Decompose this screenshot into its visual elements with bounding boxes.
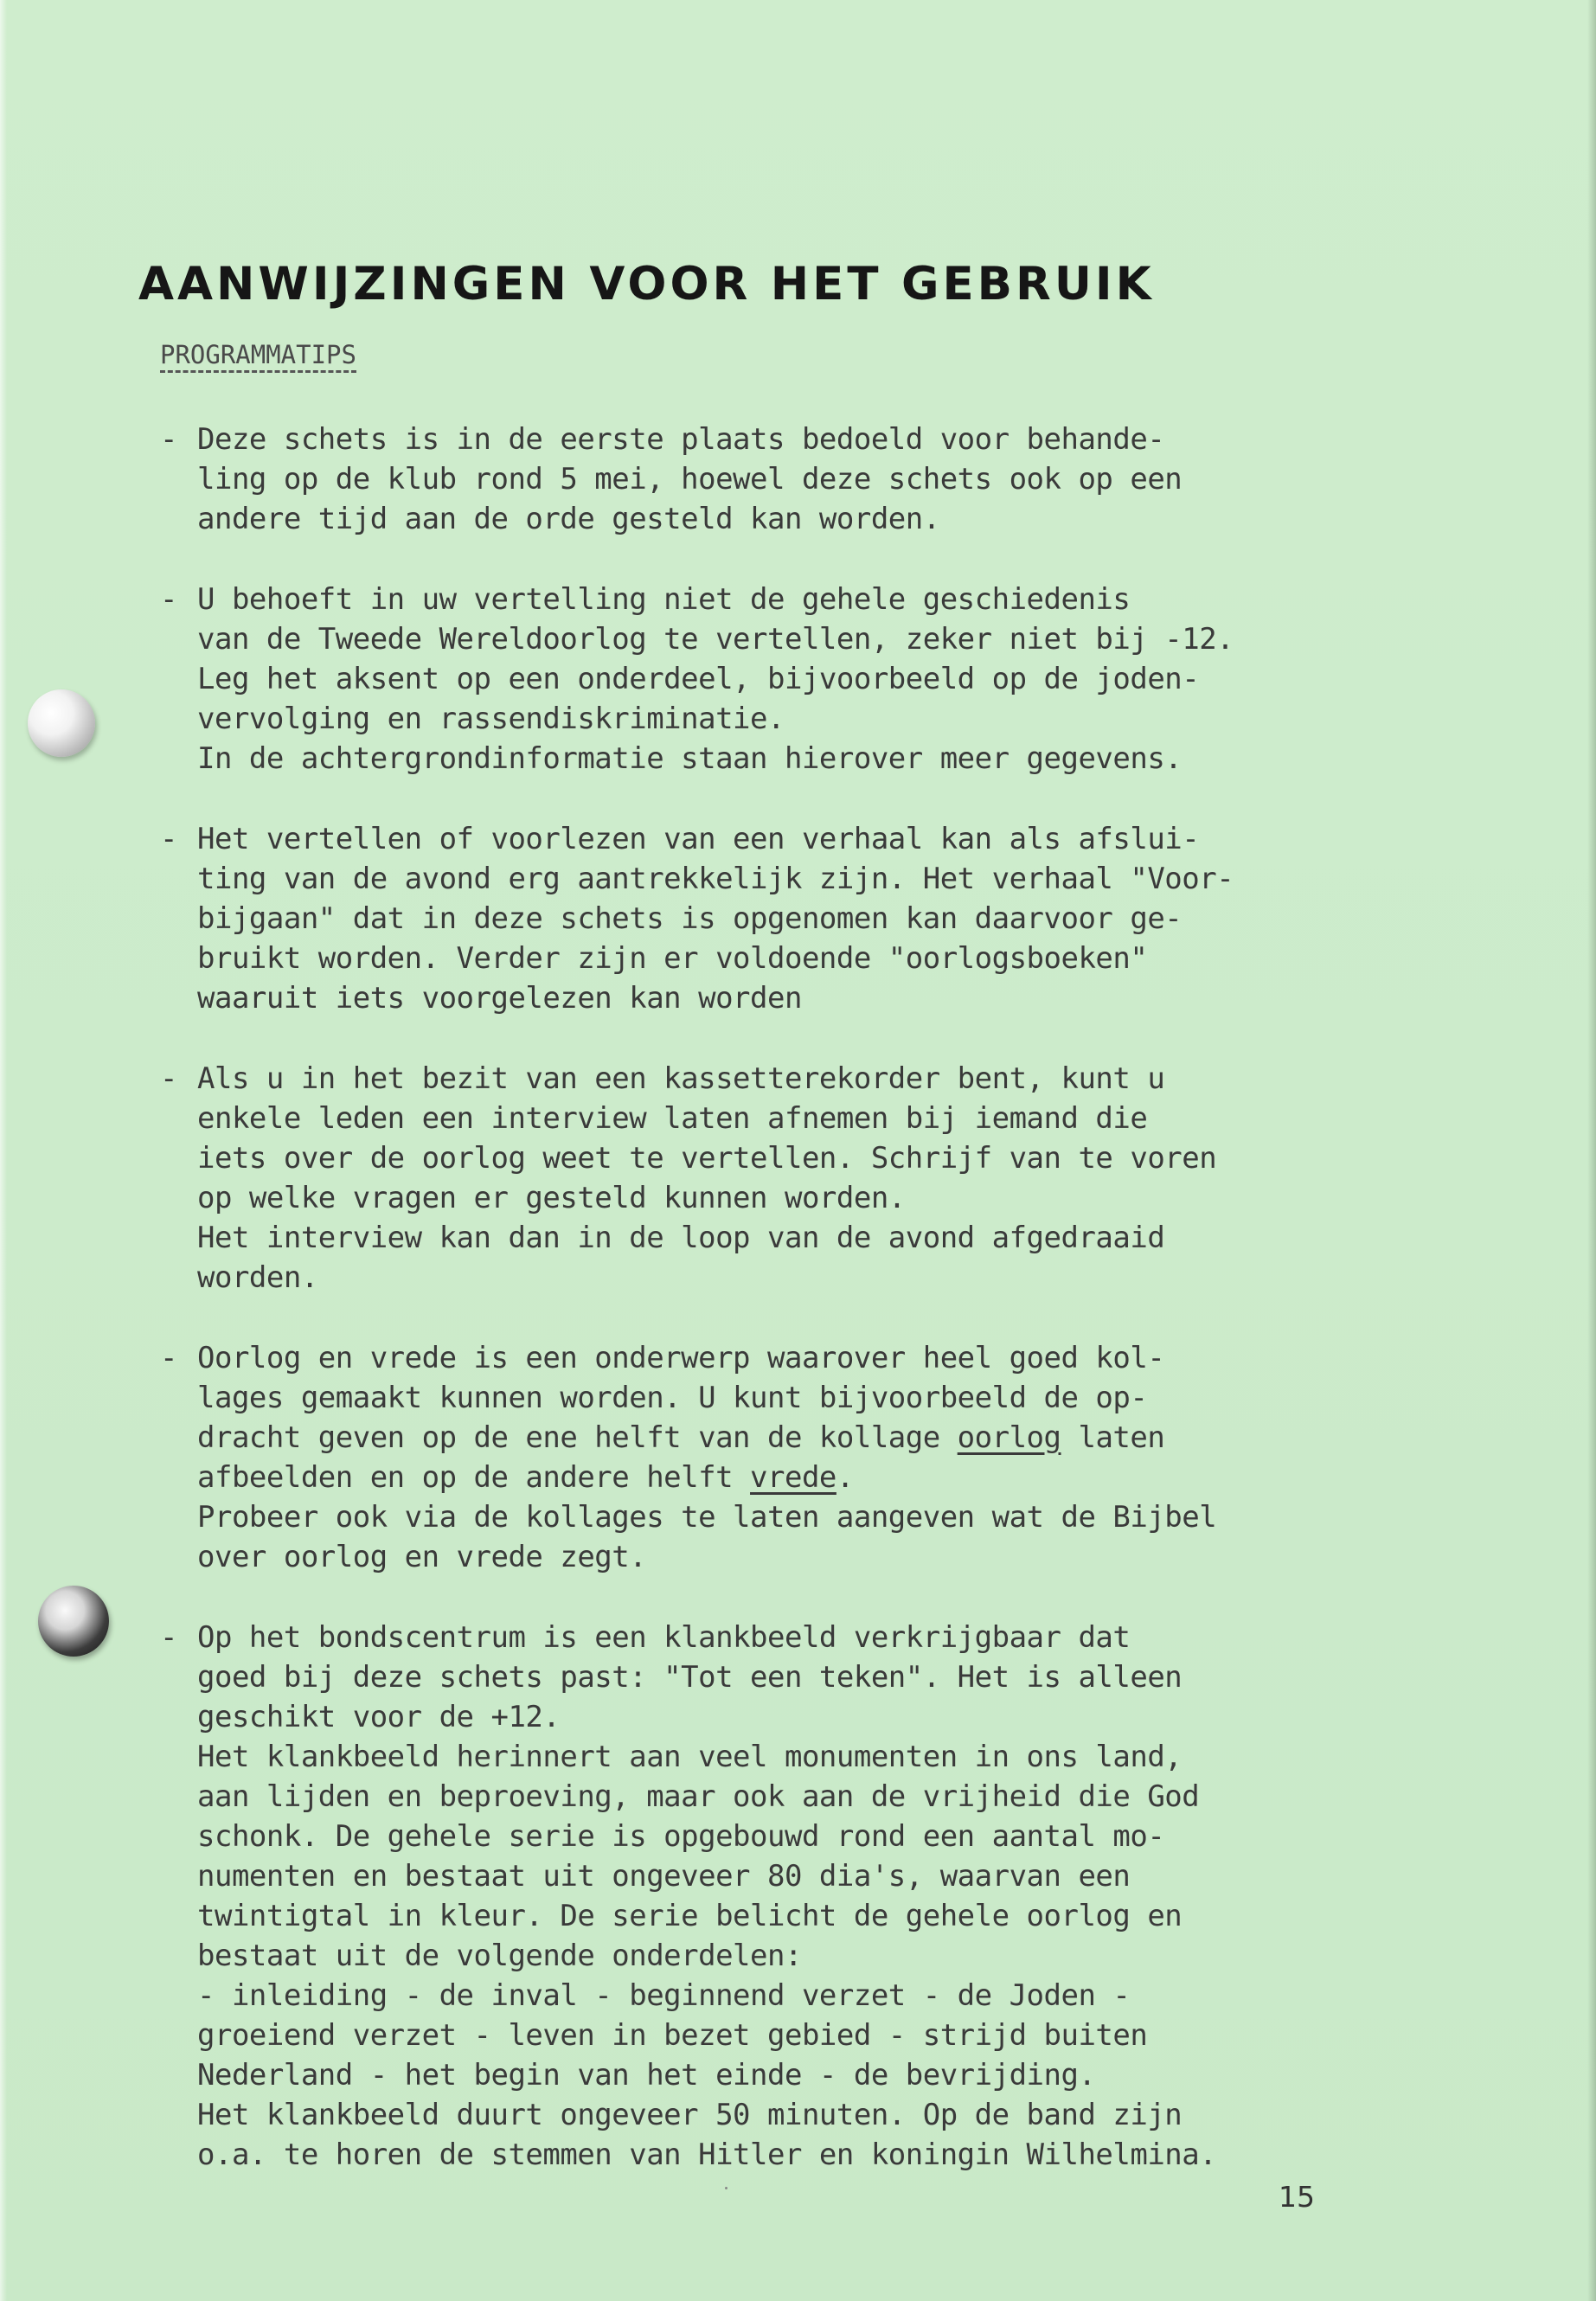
text-line: bruikt worden. Verder zijn er voldoende "oorlogsboeken" (197, 941, 1148, 976)
text-line: lages gemaakt kunnen worden. U kunt bijvoorbeeld de op- (197, 1381, 1148, 1415)
text-line: Oorlog en vrede is een onderwerp waarover heel goed kol- (197, 1341, 1165, 1375)
text-line: vervolging en rassendiskriminatie. (197, 702, 785, 736)
text-line: Leg het aksent op een onderdeel, bijvoorbeeld op de joden- (197, 662, 1200, 696)
text-line (197, 1418, 1440, 1458)
text-line: twintigtal in kleur. De serie belicht de gehele oorlog en (197, 1899, 1183, 1933)
text-line: over oorlog en vrede zegt. (197, 1540, 647, 1574)
text-line: aan lijden en beproeving, maar ook aan de vrijheid die God (197, 1779, 1200, 1814)
page-number: 15 (1279, 2180, 1315, 2214)
text-line: Deze schets is in de eerste plaats bedoeld voor behande- (197, 422, 1165, 457)
bullet-dash: - (160, 582, 178, 617)
text-line: Het klankbeeld duurt ongeveer 50 minuten. Op de band zijn (197, 2098, 1183, 2132)
text-line: Als u in het bezit van een kassetterekorder bent, kunt u (197, 1061, 1165, 1096)
text-line: numenten en bestaat uit ongeveer 80 dia's, waarvan een (197, 1859, 1131, 1894)
section-subtitle: PROGRAMMATIPS (160, 340, 356, 373)
tips-list (160, 420, 1440, 2215)
tip-item-4 (160, 1059, 1440, 1298)
underlined-word-oorlog: oorlog (957, 1420, 1061, 1455)
text-line: bijgaan" dat in deze schets is opgenomen kan daarvoor ge- (197, 901, 1183, 936)
page-edge-shadow (1587, 0, 1596, 2301)
text-line: van de Tweede Wereldoorlog te vertellen, zeker niet bij -12. (197, 622, 1234, 657)
text-line: ling op de klub rond 5 mei, hoewel deze schets ook op een (197, 462, 1183, 497)
text-line: - inleiding - de inval - beginnend verzet - de Joden - (197, 1978, 1131, 2013)
bullet-dash: - (160, 1061, 178, 1096)
text-line: Het klankbeeld herinnert aan veel monumenten in ons land, (197, 1740, 1183, 1774)
tip-item-2 (160, 580, 1440, 779)
tip-item-5 (160, 1338, 1440, 1577)
text-line: enkele leden een interview laten afnemen bij iemand die (197, 1101, 1148, 1136)
text-line (197, 1458, 1440, 1497)
text-line: Nederland - het begin van het einde - de bevrijding. (197, 2058, 1096, 2093)
text-line: op welke vragen er gesteld kunnen worden. (197, 1181, 906, 1215)
text-line: iets over de oorlog weet te vertellen. Schrijf van te voren (197, 1141, 1217, 1176)
text-line: worden. (197, 1260, 318, 1295)
text-line: U behoeft in uw vertelling niet de gehele geschiedenis (197, 582, 1131, 617)
bullet-dash: - (160, 1620, 178, 1655)
text-fragment: dracht geven op de ene helft van de kollage (197, 1420, 958, 1455)
bullet-dash: - (160, 1341, 178, 1375)
tip-item-6 (160, 1618, 1440, 2175)
text-line: waaruit iets voorgelezen kan worden (197, 981, 802, 1016)
text-fragment: afbeelden en op de andere helft (197, 1460, 751, 1495)
tip-item-1 (160, 420, 1440, 539)
text-line: goed bij deze schets past: "Tot een teken". Het is alleen (197, 1660, 1183, 1695)
paper-speck (725, 2187, 727, 2189)
text-line: Op het bondscentrum is een klankbeeld verkrijgbaar dat (197, 1620, 1131, 1655)
binder-hole-bottom (38, 1586, 109, 1657)
text-line: o.a. te horen de stemmen van Hitler en koningin Wilhelmina. (197, 2138, 1217, 2172)
text-line: groeiend verzet - leven in bezet gebied - strijd buiten (197, 2018, 1148, 2053)
text-line: Het vertellen of voorlezen van een verhaal kan als afslui- (197, 822, 1200, 856)
page-title: AANWIJZINGEN VOOR HET GEBRUIK (138, 258, 1155, 311)
page-left-edge (0, 0, 7, 2301)
text-line: geschikt voor de +12. (197, 1700, 561, 1734)
text-fragment: laten (1061, 1420, 1165, 1455)
text-line: bestaat uit de volgende onderdelen: (197, 1939, 802, 1973)
text-line: ting van de avond erg aantrekkelijk zijn. Het verhaal "Voor- (197, 862, 1234, 896)
binder-hole-top (28, 689, 95, 757)
text-line: schonk. De gehele serie is opgebouwd rond een aantal mo- (197, 1819, 1165, 1854)
text-fragment: . (836, 1460, 854, 1495)
text-line: In de achtergrondinformatie staan hierover meer gegevens. (197, 741, 1183, 776)
bullet-dash: - (160, 822, 178, 856)
text-line: Probeer ook via de kollages te laten aangeven wat de Bijbel (197, 1500, 1217, 1535)
tip-item-3 (160, 819, 1440, 1018)
text-line: andere tijd aan de orde gesteld kan worden. (197, 502, 940, 536)
bullet-dash: - (160, 422, 178, 457)
text-line: Het interview kan dan in de loop van de avond afgedraaid (197, 1221, 1165, 1255)
underlined-word-vrede: vrede (750, 1460, 836, 1495)
